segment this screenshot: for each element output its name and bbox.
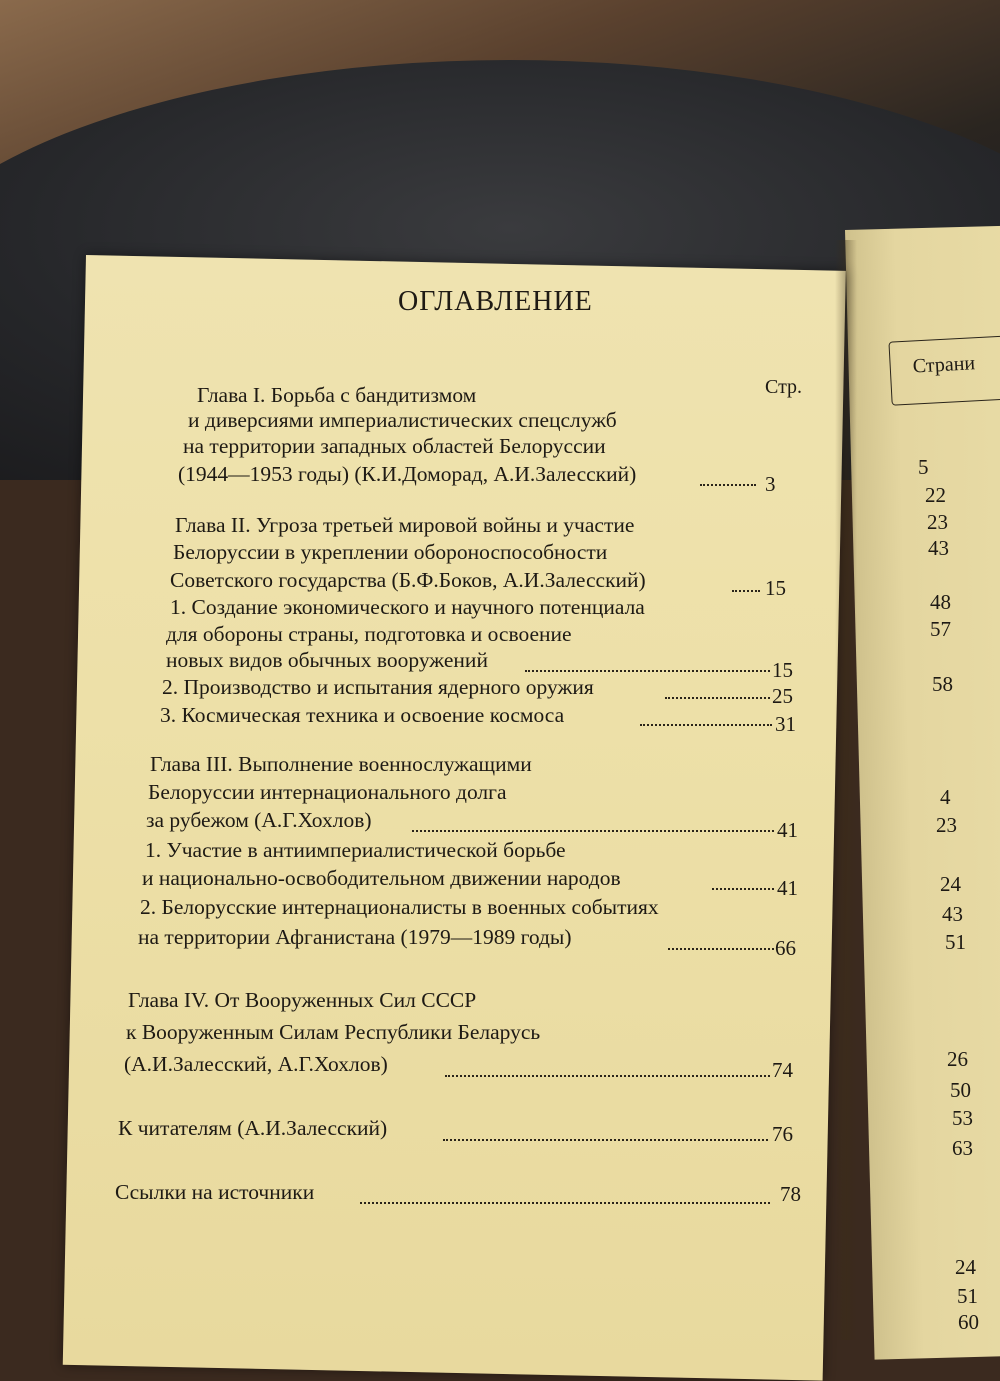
toc-line: к Вооруженным Силам Республики Беларусь [126, 1020, 541, 1044]
right-page-header-box [888, 334, 1000, 405]
toc-page-number: 15 [765, 576, 786, 600]
toc-line: Белоруссии в укреплении обороноспособности [173, 540, 608, 564]
toc-page-number: 76 [772, 1122, 793, 1146]
toc-page-number: 25 [772, 684, 793, 708]
toc-line: Глава II. Угроза третьей мировой войны и участие [175, 513, 635, 537]
toc-line: за рубежом (А.Г.Хохлов) [146, 808, 372, 832]
right-page-number: 43 [942, 902, 963, 926]
right-page-number: 53 [952, 1106, 973, 1130]
right-page-number: 48 [930, 590, 951, 614]
right-page-number: 58 [932, 672, 953, 696]
right-page-number: 22 [925, 483, 946, 507]
toc-line: Белоруссии интернационального долга [148, 780, 507, 804]
right-page-number: 51 [945, 930, 966, 954]
right-page-number: 24 [955, 1255, 976, 1279]
toc-line: К читателям (А.И.Залесский) [118, 1116, 388, 1140]
leader-dots [360, 1202, 770, 1204]
right-page-number: 50 [950, 1078, 971, 1102]
toc-line: и диверсиями империалистических спецслужб [188, 408, 617, 432]
leader-dots [712, 888, 774, 890]
right-page-number: 26 [947, 1047, 968, 1071]
toc-line: 1. Участие в антиимпериалистической борьбе [145, 838, 566, 862]
toc-line: Ссылки на источники [115, 1180, 315, 1204]
leader-dots [445, 1075, 770, 1077]
right-page-number: 24 [940, 872, 961, 896]
leader-dots [668, 948, 774, 950]
toc-line: 1. Создание экономического и научного потенциала [170, 595, 645, 619]
toc-line: 3. Космическая техника и освоение космоса [160, 703, 565, 727]
toc-line: Советского государства (Б.Ф.Боков, А.И.Залесский) [170, 568, 646, 592]
toc-page-number: 31 [775, 712, 796, 736]
right-page-number: 63 [952, 1136, 973, 1160]
right-page-number: 5 [918, 455, 929, 479]
toc-line: Глава IV. От Вооруженных Сил СССР [128, 988, 477, 1012]
leader-dots [412, 830, 774, 832]
toc-line: и национально-освободительном движении народов [142, 866, 621, 890]
toc-line: (1944—1953 годы) (К.И.Доморад, А.И.Залесский) [178, 462, 637, 486]
leader-dots [525, 670, 770, 672]
leader-dots [732, 590, 760, 592]
leader-dots [700, 484, 756, 486]
right-page-number: 57 [930, 617, 951, 641]
toc-page-number: 15 [772, 658, 793, 682]
toc-page-number: 3 [765, 472, 776, 496]
toc-line: Глава I. Борьба с бандитизмом [197, 383, 477, 407]
right-page-number: 23 [927, 510, 948, 534]
page-column-label: Стр. [765, 376, 803, 398]
right-page-number: 51 [957, 1284, 978, 1308]
right-page-number: 60 [958, 1310, 979, 1334]
right-page-number: 43 [928, 536, 949, 560]
right-page-number: 4 [940, 785, 951, 809]
toc-line: новых видов обычных вооружений [166, 648, 488, 672]
toc-page-number: 66 [775, 936, 796, 960]
leader-dots [443, 1139, 768, 1141]
toc-page-number: 78 [780, 1182, 801, 1206]
toc-heading: ОГЛАВЛЕНИЕ [398, 286, 593, 317]
toc-page-number: 41 [777, 876, 798, 900]
toc-line: для обороны страны, подготовка и освоение [166, 622, 572, 646]
toc-page-number: 41 [777, 818, 798, 842]
toc-line: на территории западных областей Белоруссии [183, 434, 606, 458]
toc-line: (А.И.Залесский, А.Г.Хохлов) [124, 1052, 388, 1076]
leader-dots [640, 724, 772, 726]
leader-dots [665, 697, 770, 699]
toc-line: 2. Белорусские интернационалисты в военных событиях [140, 895, 659, 919]
right-page-number: 23 [936, 813, 957, 837]
toc-line: на территории Афганистана (1979—1989 годы) [138, 925, 572, 949]
toc-page-number: 74 [772, 1058, 793, 1082]
toc-line: Глава III. Выполнение военнослужащими [150, 752, 532, 776]
toc-line: 2. Производство и испытания ядерного оружия [162, 675, 594, 699]
right-page-header: Страни [912, 352, 976, 378]
